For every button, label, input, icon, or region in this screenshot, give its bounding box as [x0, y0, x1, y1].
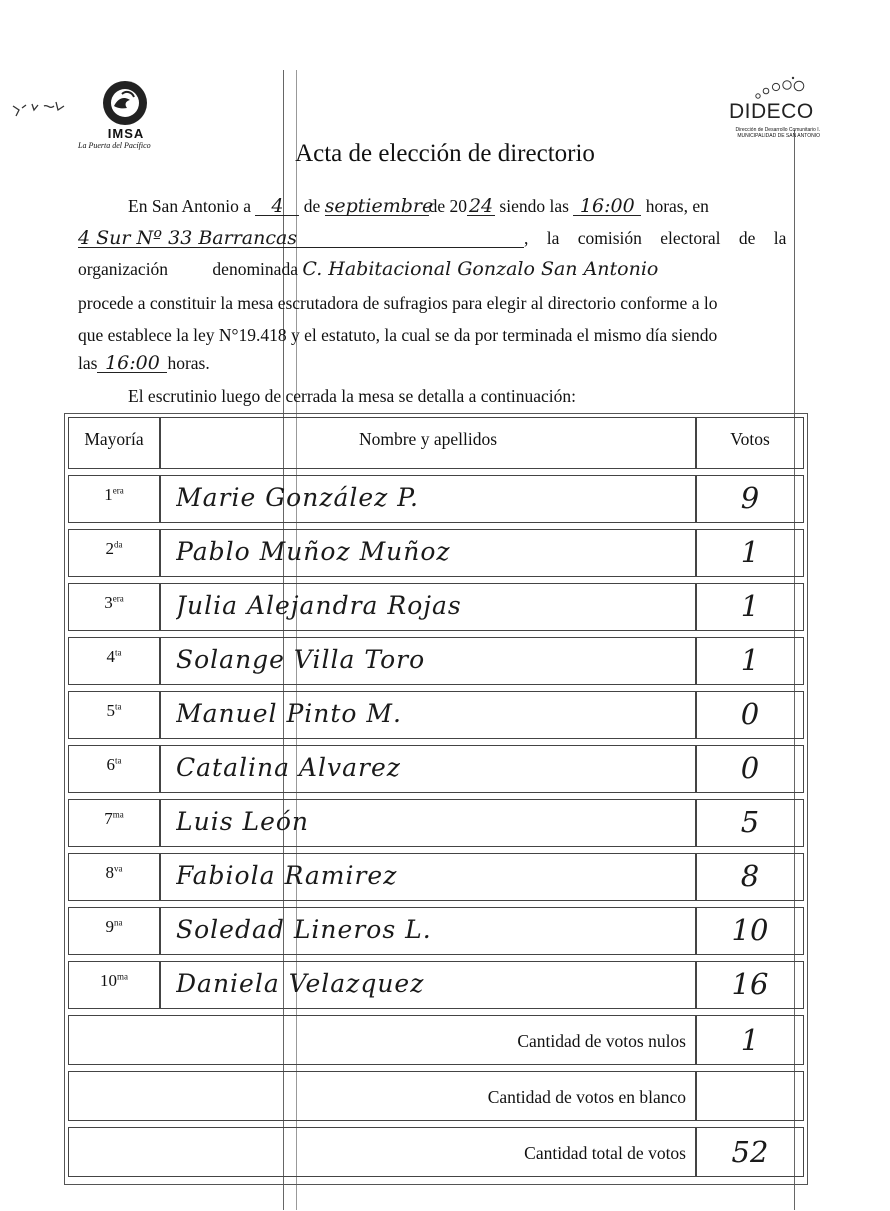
- cell-border: [696, 1071, 804, 1121]
- total-null-votes-label: Cantidad de votos nulos: [517, 1031, 686, 1051]
- candidate-name[interactable]: Fabiola Ramirez: [176, 861, 398, 890]
- candidate-votes[interactable]: 1: [740, 535, 760, 569]
- ordinal-suffix: na: [114, 917, 123, 928]
- text-las: las: [78, 353, 98, 373]
- candidate-name[interactable]: Marie González P.: [176, 483, 420, 512]
- text-organizacion: organización denominada: [78, 259, 298, 279]
- row-ordinal: [68, 485, 160, 505]
- text-siendo: siendo las: [499, 196, 569, 216]
- ordinal-suffix: ma: [112, 809, 124, 820]
- dideco-dots-icon: [750, 76, 810, 102]
- ordinal-number: 8: [105, 863, 114, 882]
- total-blank-votes-row: [64, 1065, 808, 1121]
- field-address[interactable]: 4 Sur Nº 33 Barrancas: [78, 229, 524, 248]
- ordinal-suffix: ta: [115, 647, 122, 658]
- candidate-name[interactable]: Luis León: [176, 807, 310, 836]
- row-ordinal: [68, 647, 160, 667]
- candidate-votes[interactable]: 5: [740, 805, 760, 839]
- total-votes-row: [64, 1121, 808, 1177]
- ordinal-suffix: era: [112, 485, 124, 496]
- field-month[interactable]: septiembre: [324, 195, 434, 217]
- text-intro: En San Antonio a: [128, 196, 251, 216]
- total-votes-value[interactable]: 52: [731, 1135, 769, 1169]
- row-ordinal: [68, 755, 160, 775]
- candidate-name[interactable]: Catalina Alvarez: [176, 753, 401, 782]
- ordinal-number: 9: [105, 917, 114, 936]
- dideco-logo-subtitle: Dirección de Desarrollo Comunitario I. MUNICIPALIDAD DE SAN ANTONIO: [735, 127, 820, 139]
- field-org-name[interactable]: C. Habitacional Gonzalo San Antonio: [302, 258, 659, 280]
- document-title: Acta de elección de directorio: [295, 140, 595, 167]
- ordinal-suffix: va: [114, 863, 123, 874]
- text-de: de: [303, 196, 321, 216]
- row-ordinal: [68, 539, 160, 559]
- ordinal-number: 7: [104, 809, 113, 828]
- candidate-votes[interactable]: 8: [740, 859, 760, 893]
- candidate-name[interactable]: Daniela Velazquez: [176, 969, 425, 998]
- table-row: [64, 631, 808, 685]
- ordinal-number: 4: [106, 647, 115, 666]
- ordinal-suffix: era: [112, 593, 124, 604]
- ordinal-number: 3: [104, 593, 113, 612]
- text-horas: horas.: [167, 353, 210, 373]
- ordinal-suffix: ma: [117, 971, 128, 982]
- field-end-time[interactable]: 16:00: [97, 354, 167, 373]
- imsa-logo-tagline: La Puerta del Pacífico: [78, 141, 151, 150]
- row-ordinal: [68, 593, 160, 613]
- candidate-votes[interactable]: 1: [740, 589, 760, 623]
- table-row: [64, 847, 808, 901]
- table-row: [64, 577, 808, 631]
- table-row: [64, 901, 808, 955]
- ordinal-number: 1: [104, 485, 113, 504]
- row-ordinal: [68, 971, 160, 991]
- imsa-logo-name: IMSA: [107, 126, 145, 141]
- candidate-name[interactable]: Solange Villa Toro: [176, 645, 426, 674]
- paragraph-line-3: [78, 259, 818, 280]
- ordinal-number: 2: [105, 539, 114, 558]
- paragraph-line-5: que establece la ley N°19.418 y el estatuto, la cual se da por terminada el mismo día siendo: [78, 325, 718, 345]
- candidate-name[interactable]: Soledad Lineros L.: [176, 915, 432, 944]
- ordinal-suffix: ta: [115, 755, 122, 766]
- table-row: [64, 523, 808, 577]
- total-null-votes-value[interactable]: 1: [740, 1023, 760, 1057]
- table-row: [64, 469, 808, 523]
- text-year-prefix: de 20: [428, 196, 468, 216]
- row-ordinal: [68, 809, 160, 829]
- candidate-name[interactable]: Manuel Pinto M.: [176, 699, 402, 728]
- field-start-time[interactable]: 16:00: [573, 197, 641, 216]
- candidate-votes[interactable]: 0: [740, 697, 760, 731]
- text-horas-en: horas, en: [645, 196, 709, 216]
- paragraph-line-4: procede a constituir la mesa escrutadora de sufragios para elegir al directorio conforme a lo: [78, 293, 718, 313]
- dideco-logo-name: DIDECO: [729, 100, 814, 123]
- ordinal-suffix: da: [114, 539, 123, 550]
- table-row: [64, 955, 808, 1009]
- table-row: [64, 685, 808, 739]
- row-ordinal: [68, 917, 160, 937]
- ordinal-number: 6: [106, 755, 115, 774]
- candidate-votes[interactable]: 1: [740, 643, 760, 677]
- candidate-name[interactable]: Julia Alejandra Rojas: [176, 591, 462, 620]
- total-votes-label: Cantidad total de votos: [524, 1143, 686, 1163]
- ordinal-number: 10: [100, 971, 117, 990]
- header-name: Nombre y apellidos: [358, 429, 498, 449]
- candidate-votes[interactable]: 10: [731, 913, 769, 947]
- ordinal-suffix: ta: [115, 701, 122, 712]
- total-null-votes-row: [64, 1009, 808, 1065]
- field-day[interactable]: 4: [255, 197, 299, 216]
- paragraph-line-1: [128, 196, 828, 217]
- ordinal-number: 5: [106, 701, 115, 720]
- imsa-emblem-icon: [100, 78, 150, 128]
- candidate-votes[interactable]: 16: [731, 967, 769, 1001]
- table-row: [64, 739, 808, 793]
- candidate-votes[interactable]: 0: [740, 751, 760, 785]
- paragraph-line-7: El escrutinio luego de cerrada la mesa se detalla a continuación:: [128, 386, 577, 406]
- header-majority: Mayoría: [84, 429, 144, 449]
- field-year[interactable]: 24: [468, 195, 494, 217]
- candidate-name[interactable]: Pablo Muñoz Muñoz: [176, 537, 451, 566]
- dideco-logo: [722, 76, 822, 146]
- paragraph-line-2: [78, 228, 818, 249]
- row-ordinal: [68, 701, 160, 721]
- header-votes: Votos: [730, 429, 770, 449]
- candidate-votes[interactable]: 9: [740, 481, 760, 515]
- table-row: [64, 793, 808, 847]
- total-blank-votes-label: Cantidad de votos en blanco: [487, 1087, 686, 1107]
- text-comision: , la comisión electoral de la: [524, 228, 787, 248]
- scribble-mark: [10, 96, 80, 124]
- paragraph-line-6: [78, 353, 818, 374]
- row-ordinal: [68, 863, 160, 883]
- results-table: [64, 413, 808, 1185]
